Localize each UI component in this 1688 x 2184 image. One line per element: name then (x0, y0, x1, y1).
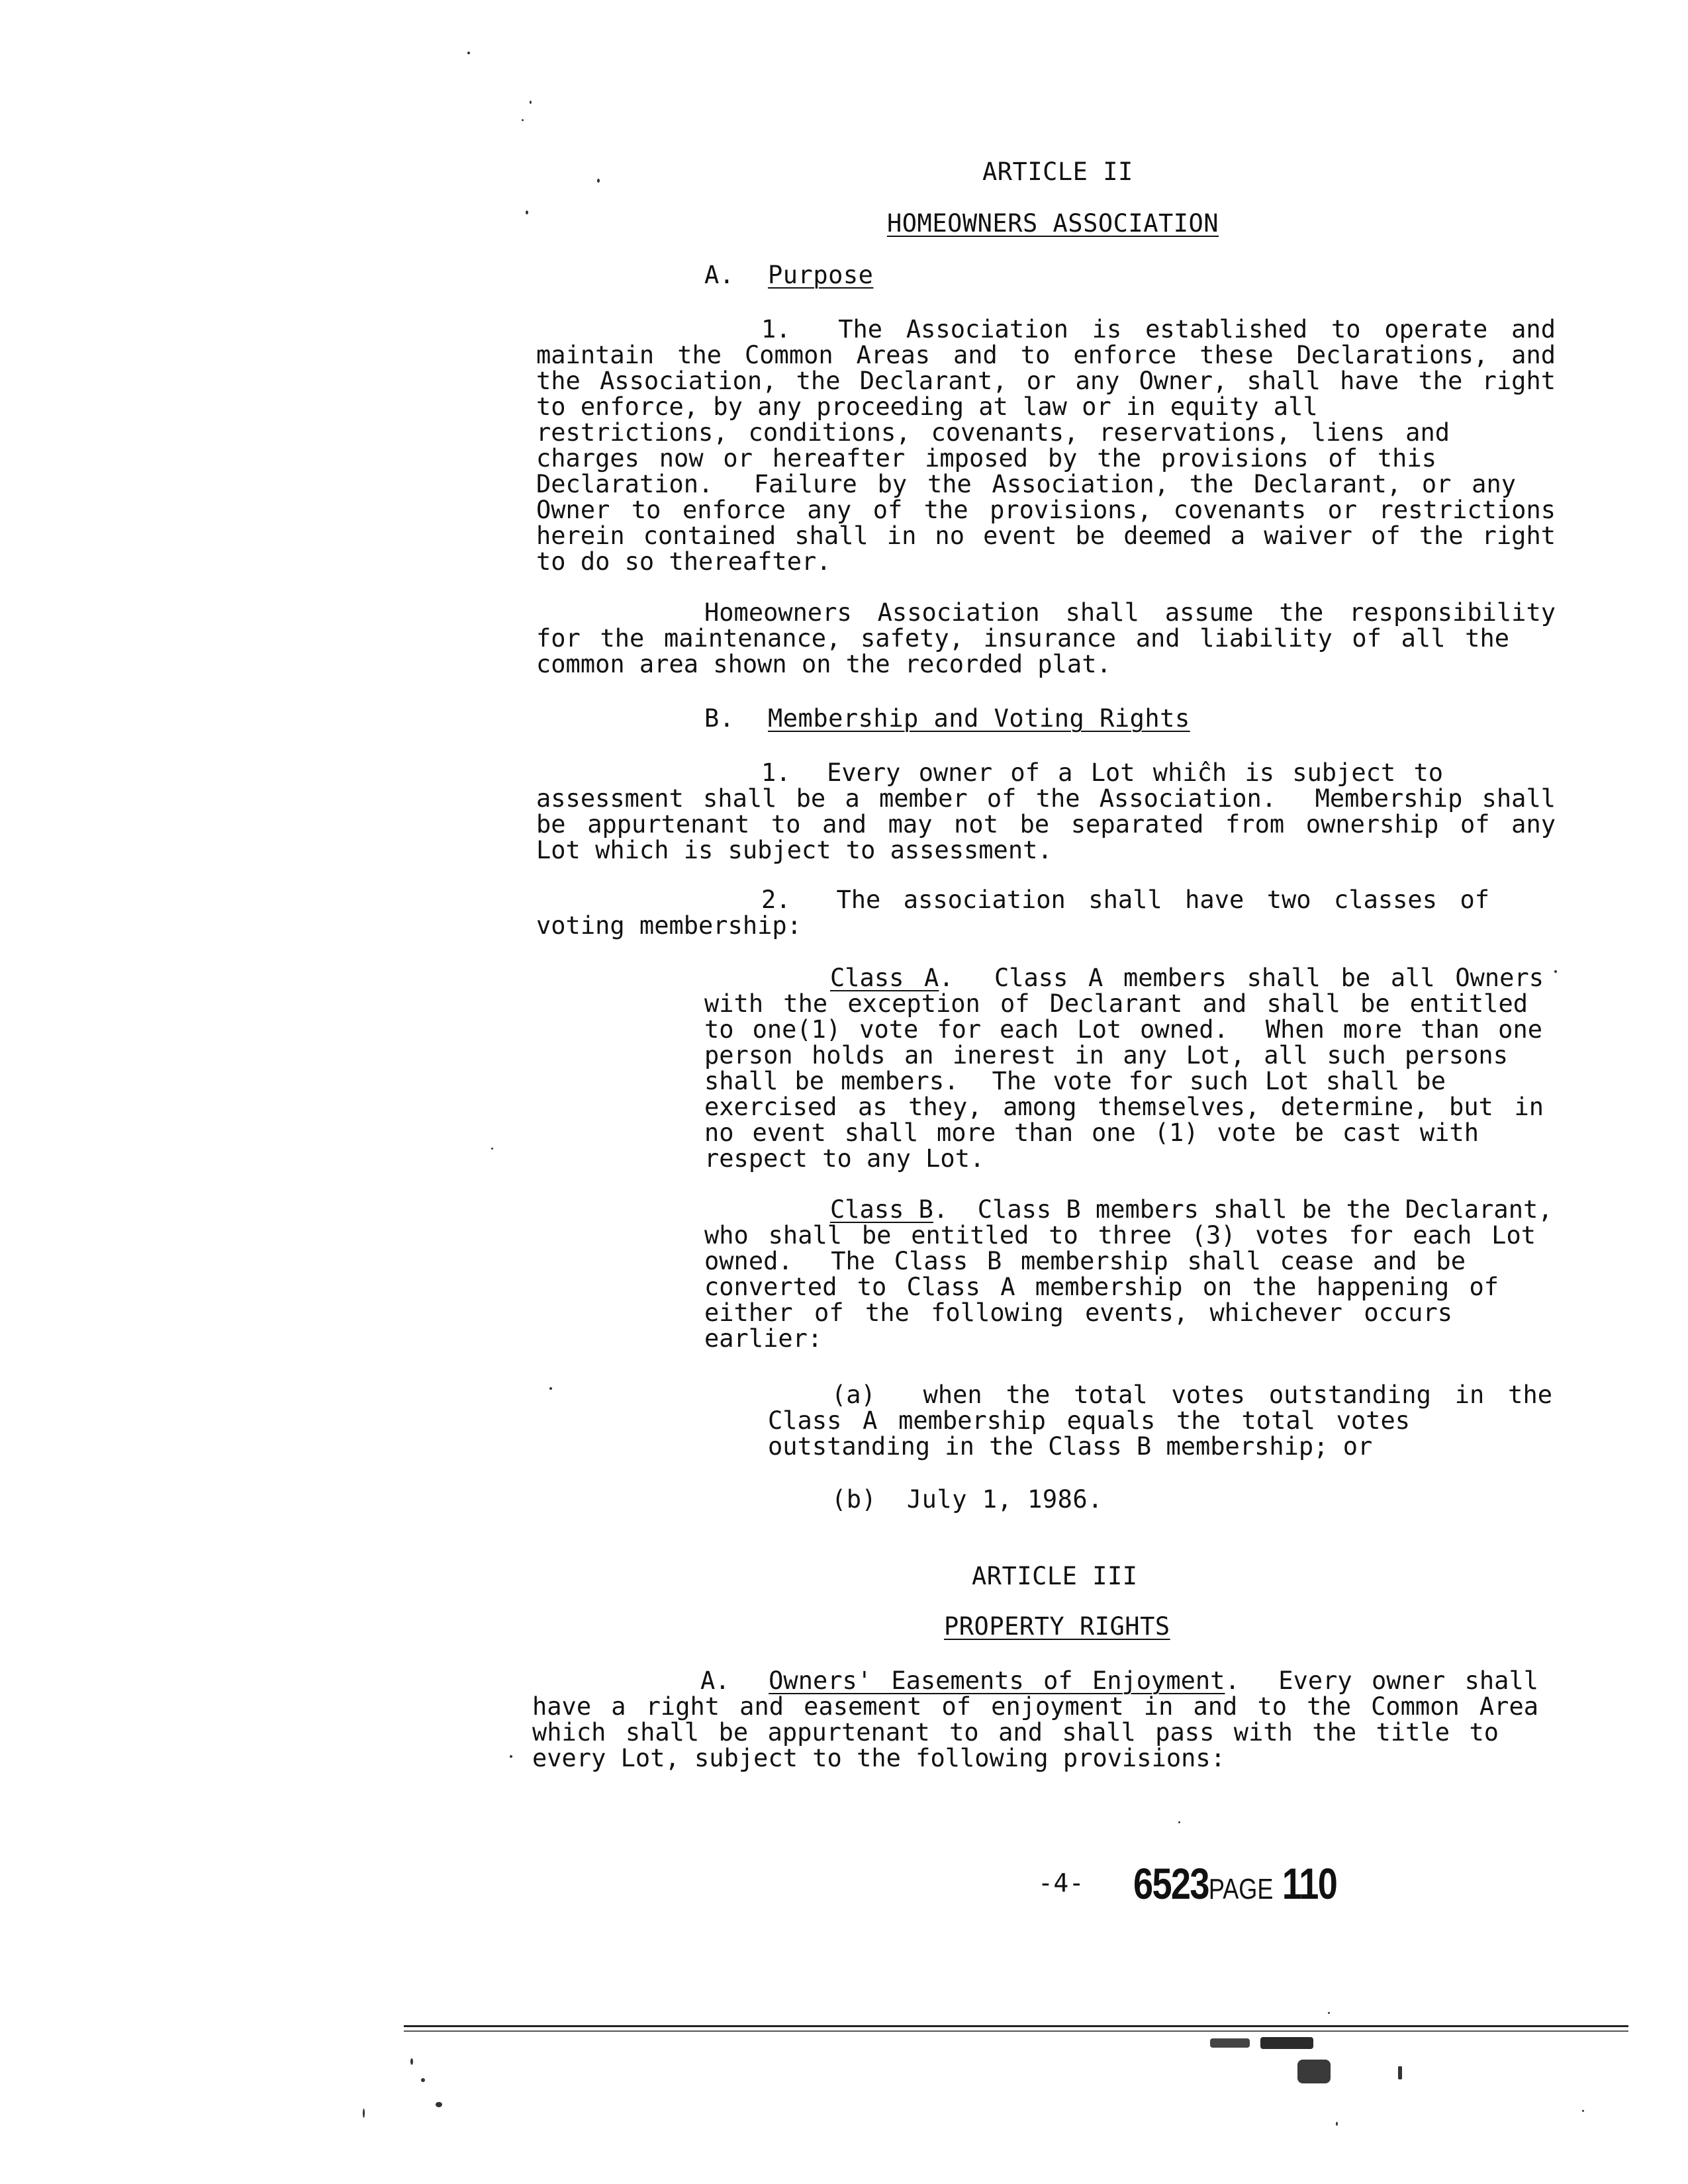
scan-speck (467, 52, 470, 54)
section-letter: A. (704, 261, 735, 289)
text-line: every Lot, subject to the following provisions: (532, 1744, 1225, 1772)
section-title: Membership and Voting Rights (768, 704, 1190, 733)
scan-speck (597, 179, 600, 183)
scan-speck (522, 119, 524, 121)
article-subheading: HOMEOWNERS ASSOCIATION (887, 209, 1219, 238)
text-line: 1. The Association is established to operate and (761, 315, 1556, 343)
scan-speck (1260, 2037, 1313, 2049)
text-line: voting membership: (536, 911, 802, 940)
scan-speck (1178, 1821, 1180, 1823)
scan-speck (526, 210, 528, 214)
text-line (830, 1195, 1553, 1224)
section-title: Purpose (768, 261, 874, 289)
paragraph-responsibility (536, 600, 1556, 677)
text-line: shall be members. The vote for such Lot shall be (704, 1067, 1446, 1095)
scan-speck (491, 1148, 493, 1150)
book-number: 6523 (1133, 1859, 1209, 1908)
text-line: to do so thereafter. (536, 547, 831, 576)
text-line: person holds an inerest in any Lot, all such persons (704, 1041, 1508, 1069)
text-line: either of the following events, whichever occurs (704, 1298, 1452, 1327)
text-line: Owner to enforce any of the provisions, covenants or restrictions (536, 496, 1556, 524)
item-b: (b) July 1, 1986. (831, 1485, 1103, 1514)
scan-speck (1398, 2066, 1402, 2079)
text-line: 2. The association shall have two classes of (761, 886, 1489, 914)
text-line: respect to any Lot. (704, 1144, 985, 1173)
text-line: restrictions, conditions, covenants, reservations, liens and (536, 418, 1450, 447)
text-line: 1. Every owner of a Lot whiĉh is subject to (761, 758, 1443, 787)
scan-speck (436, 2102, 442, 2107)
section-letter: A. (700, 1666, 730, 1695)
text-line: the Association, the Declarant, or any Owner, shall have the right (536, 367, 1556, 395)
text-line: Lot which is subject to assessment. (536, 836, 1053, 864)
text-line: have a right and easement of enjoyment in and to the Common Area (532, 1692, 1538, 1721)
text-line: earlier: (704, 1324, 823, 1353)
text-line: which shall be appurtenant to and shall pass with the title to (532, 1718, 1499, 1747)
section-letter: B. (704, 704, 735, 733)
text-line: exercised as they, among themselves, determine, but in (704, 1093, 1544, 1121)
paragraph-classes (536, 887, 1556, 938)
scan-speck (510, 1755, 512, 1758)
scan-speck (1336, 2122, 1338, 2126)
paragraph-class-b (704, 1195, 1553, 1353)
text-line: charges now or hereafter imposed by the provisions of this (536, 444, 1436, 473)
class-b-text: . Class B members shall be the Declarant, (933, 1195, 1553, 1224)
paragraph-class-a (704, 965, 1544, 1171)
text-line: herein contained shall in no event be deemed a waiver of the right (536, 522, 1556, 550)
paragraph-membership (536, 760, 1556, 863)
text-line: assessment shall be a member of the Association. Membership shall (536, 784, 1556, 813)
text-line: who shall be entitled to three (3) votes for each Lot (704, 1221, 1536, 1250)
scan-speck (1328, 2012, 1330, 2014)
text-line (830, 965, 1544, 991)
scan-speck (1554, 970, 1557, 973)
bottom-rule (404, 2025, 1628, 2027)
text-line: for the maintenance, safety, insurance and liability of all the (536, 624, 1509, 653)
text-line: be appurtenant to and may not be separated from ownership of any (536, 810, 1556, 839)
text-line: no event shall more than one (1) vote be cast with (704, 1118, 1479, 1147)
text-line (700, 1668, 1538, 1694)
class-a-text: . Class A members shall be all Owners (939, 964, 1544, 992)
text-line: converted to Class A membership on the happening of (704, 1273, 1499, 1301)
text-line: (a) when the total votes outstanding in the (831, 1381, 1552, 1409)
text-line: outstanding in the Class B membership; or (768, 1432, 1373, 1461)
text-line: to one(1) vote for each Lot owned. When more than one (704, 1015, 1542, 1044)
text-line: owned. The Class B membership shall cease and be (704, 1247, 1466, 1275)
scan-speck (1582, 2110, 1584, 2112)
article-heading: ARTICLE II (982, 158, 1133, 186)
text-line: Declaration. Failure by the Association, the Declarant, or any (536, 470, 1516, 498)
scan-speck (410, 2058, 413, 2065)
page-number: -4- (1038, 1868, 1085, 1897)
class-b-label: Class B (830, 1195, 933, 1224)
scan-speck (1210, 2038, 1250, 2048)
book-page-stamp (1133, 1858, 1336, 1909)
text-line: maintain the Common Areas and to enforce these Declarations, and (536, 341, 1556, 369)
class-a-label: Class A (830, 964, 939, 992)
scan-speck (549, 1387, 552, 1390)
article-heading: ARTICLE III (972, 1562, 1138, 1590)
item-a (768, 1382, 1552, 1459)
article-subheading: PROPERTY RIGHTS (944, 1612, 1170, 1641)
recorded-page-number: 110 (1282, 1859, 1337, 1908)
scan-speck (1297, 2060, 1331, 2083)
scan-speck (530, 101, 532, 104)
bottom-rule-shadow (404, 2030, 1628, 2032)
text-line: with the exception of Declarant and shall be entitled (704, 989, 1528, 1018)
scan-speck (363, 2109, 365, 2118)
easements-text: . Every owner shall (1225, 1666, 1538, 1695)
text-line: to enforce, by any proceeding at law or in equity all (536, 392, 1318, 421)
section-title: Owners' Easements of Enjoyment (769, 1666, 1225, 1695)
text-line: Homeowners Association shall assume the responsibility (704, 598, 1556, 627)
scan-speck (421, 2078, 425, 2082)
page-word: PAGE (1208, 1873, 1274, 1905)
text-line: common area shown on the recorded plat. (536, 650, 1111, 678)
paragraph-purpose (536, 316, 1556, 574)
text-line: Class A membership equals the total votes (768, 1406, 1410, 1435)
paragraph-easements (532, 1668, 1538, 1771)
